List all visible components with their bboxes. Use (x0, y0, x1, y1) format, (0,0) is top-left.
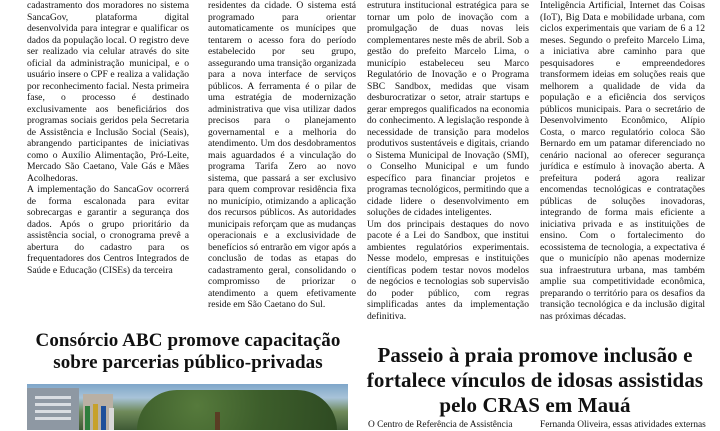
paragraph: A implementação do SancaGov ocorrerá de forma escalonada para evitar sobrecargas e garantir a segurança dos dados. Após o grupo prioritário da assistência social, o cronograma prevê a abertura do cadastro para os frequentadores dos Centros Integrados de Saúde e Educação (CISEs) da terceira (27, 184, 189, 276)
flag-shape (109, 408, 114, 430)
article-lead-text: Fernanda Oliveira, essas atividades externas (540, 420, 706, 430)
building-shape (27, 388, 79, 430)
paragraph: estrutura institucional estratégica para se tornar um polo de inovação com a promulgação de duas novas leis complementares neste mês de abril. Sob a gestão do prefeito Marcelo Lima, o município estabeleceu seu Marco Regulatório de Inovação e o Programa SBC Sandbox, medidas que visam desburocratizar o setor, atrair startups e gerar empregos qualificados na economia do conhecimento. A legislação responde à necessidade de transição para modelos produtivos sustentáveis e digitais, criando o Sistema Municipal de Inovação (SMI), o Conselho Municipal e um fundo específico para financiar projetos e programas tecnológicos, permitindo que a cidade lidere o desenvolvimento em soluções de cidades inteligentes. (367, 0, 529, 218)
tree-trunk (215, 412, 220, 430)
flag-shape (93, 404, 98, 430)
flag-shape (101, 406, 106, 430)
paragraph: Inteligência Artificial, Internet das Coisas (IoT), Big Data e mobilidade urbana, com ciclos experimentais que variam de 6 a 12 meses. Segundo o prefeito Marcelo Lima, a iniciativa abre caminho para que pesquisadores e empreendedores transformem ideias em soluções reais que melhorem a qualidade de vida da população e a eficiência dos serviços públicos municipais. Para o secretário de Desenvolvimento Econômico, Alípio Costa, o marco regulatório coloca São Bernardo em um patamar diferenciado no cenário nacional ao oferecer segurança jurídica e estímulo à inovação aberta. A prefeitura poderá agora realizar encomendas tecnológicas e contratações públicas de soluções inovadoras, integrando de forma mais eficiente a iniciativa privada e as instituições de ensino. Com o fortalecimento do ecossistema de tecnologia, a expectativa é que o município não apenas modernize sua infraestrutura urbana, mas também amplie sua competitividade econômica, preparando o território para os desafios da transição tecnológica e da inclusão digital nas próximas décadas. (540, 0, 705, 322)
paragraph: Um dos principais destaques do novo pacote é a Lei do Sandbox, que institui ambientes regulatórios experimentais. Nesse modelo, empresas e instituições científicas podem testar novos modelos de negócios e tecnologias sob supervisão do poder público, com regras simplificadas antes da implementação definitiva. (367, 218, 529, 322)
paragraph: cadastramento dos moradores no sistema SancaGov, plataforma digital desenvolvida para integrar e qualificar os dados da população local. O registro deve ser realizado via celular através do site oficial da administração municipal, e o usuário insere o CPF e realiza a validação por reconhecimento facial. Nesta primeira fase, o processo é destinado exclusivamente aos beneficiários dos programas sociais geridos pela Secretaria de Assistência e Inclusão Social (Seais), abrangendo participantes de iniciativas como o Auxílio Alimentação, Pró-Leite, Mercado São Caetano, Vale Gás e Mães Acolhedoras. (27, 0, 189, 184)
tree-canopy (137, 390, 337, 430)
article-lead-text: O Centro de Referência de Assistência (368, 420, 513, 430)
building-windows (35, 396, 71, 399)
article-column-4 (540, 0, 705, 322)
article-photo (27, 384, 348, 430)
article-column-3 (367, 0, 529, 322)
paragraph: residentes da cidade. O sistema está programado para orientar automaticamente os munícipes que tentarem o acesso fora do período estabelecido por seu grupo, assegurando uma transição organizada para a nova interface de serviços públicos. A ferramenta é o pilar de uma estratégia de modernização administrativa que visa utilizar dados precisos para o planejamento governamental e a melhoria do atendimento. Um dos desdobramentos mais aguardados é a vinculação do programa Tarifa Zero ao novo sistema, que passará a ser exclusivo para quem comprovar residência fixa no município, otimizando a aplicação dos recursos públicos. As autoridades municipais reforçam que as mudanças operacionais e a exclusividade de benefícios só entrarão em vigor após a conclusão de todas as etapas do cadastramento geral, consolidando o compromisso de priorizar o atendimento a quem efetivamente reside em São Caetano do Sul. (208, 0, 356, 310)
article-column-1 (27, 0, 189, 320)
flag-shape (85, 406, 90, 430)
article-column-2 (208, 0, 356, 310)
headline-passeio-praia[interactable]: Passeio à praia promove inclusão e fortalece vínculos de idosas assistidas pelo CRAS em Mauá (366, 343, 704, 417)
headline-consorcio-abc[interactable]: Consórcio ABC promove capacitação sobre parcerias público-privadas (35, 330, 341, 373)
